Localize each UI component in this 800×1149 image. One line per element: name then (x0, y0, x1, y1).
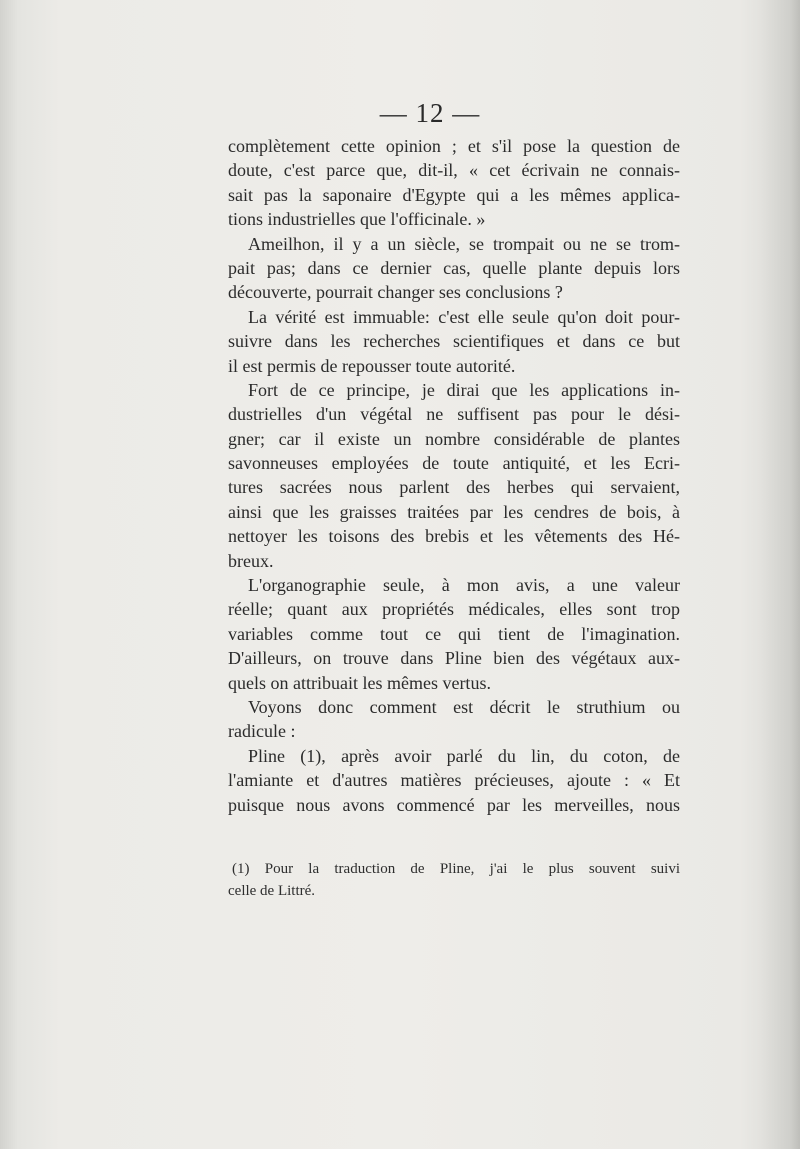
text-line: puisque nous avons commencé par les merveilles, nous (228, 794, 680, 815)
text-line: tions industrielles que l'officinale. » (228, 209, 486, 230)
text-line: complètement cette opinion ; et s'il pose la question de (228, 136, 680, 156)
paragraph-3 (228, 305, 680, 378)
paragraph-1 (228, 134, 680, 232)
paragraph-6 (228, 695, 680, 744)
text-line: quels on attribuait les mêmes vertus. (228, 672, 491, 693)
footnote (228, 858, 680, 902)
text-line: variables comme tout ce qui tient de l'imagination. (228, 623, 680, 644)
text-line: suivre dans les recherches scientifiques et dans ce but (228, 331, 680, 352)
text-line: radicule : (228, 721, 296, 742)
text-line: découverte, pourrait changer ses conclusions ? (228, 282, 563, 303)
text-line: breux. (228, 550, 274, 571)
text-line: Ameilhon, il y a un siècle, se trompait ou ne se trom- (248, 233, 680, 254)
text-line: Fort de ce principe, je dirai que les applications in- (248, 379, 680, 400)
paragraph-7 (228, 744, 680, 817)
text-line: il est permis de repousser toute autorité. (228, 355, 516, 376)
text-line: sait pas la saponaire d'Egypte qui a les mêmes applica- (228, 184, 680, 205)
page-number: — 12 — (379, 98, 481, 128)
text-line: réelle; quant aux propriétés médicales, elles sont trop (228, 599, 680, 620)
text-line: D'ailleurs, on trouve dans Pline bien des végétaux aux- (228, 648, 680, 669)
paragraph-2 (228, 232, 680, 305)
paragraph-4 (228, 378, 680, 573)
text-line: L'organographie seule, à mon avis, a une valeur (248, 575, 680, 596)
text-line: tures sacrées nous parlent des herbes qui servaient, (228, 477, 680, 498)
footnote-line: (1) Pour la traduction de Pline, j'ai le plus souvent suivi (232, 861, 680, 877)
text-line: l'amiante et d'autres matières précieuses, ajoute : « Et (228, 770, 680, 791)
page-edge-shadow (760, 0, 800, 1149)
text-line: savonneuses employées de toute antiquité, et les Ecri- (228, 453, 680, 474)
text-line: doute, c'est parce que, dit-il, « cet écrivain ne connais- (228, 160, 680, 181)
text-line: Voyons donc comment est décrit le struthium ou (248, 696, 680, 717)
footnote-line: celle de Littré. (228, 883, 316, 899)
text-line: Pline (1), après avoir parlé du lin, du coton, de (248, 745, 680, 766)
paragraph-5 (228, 573, 680, 695)
text-line: nettoyer les toisons des brebis et les vêtements des Hé- (228, 526, 680, 547)
text-line: gner; car il existe un nombre considérable de plantes (228, 428, 680, 449)
text-line: dustrielles d'un végétal ne suffisent pas pour le dési- (228, 404, 680, 425)
text-line: ainsi que les graisses traitées par les cendres de bois, à (228, 501, 680, 522)
body-text (228, 134, 680, 817)
text-line: La vérité est immuable: c'est elle seule qu'on doit pour- (248, 306, 680, 327)
text-line: pait pas; dans ce dernier cas, quelle plante depuis lors (228, 257, 680, 278)
